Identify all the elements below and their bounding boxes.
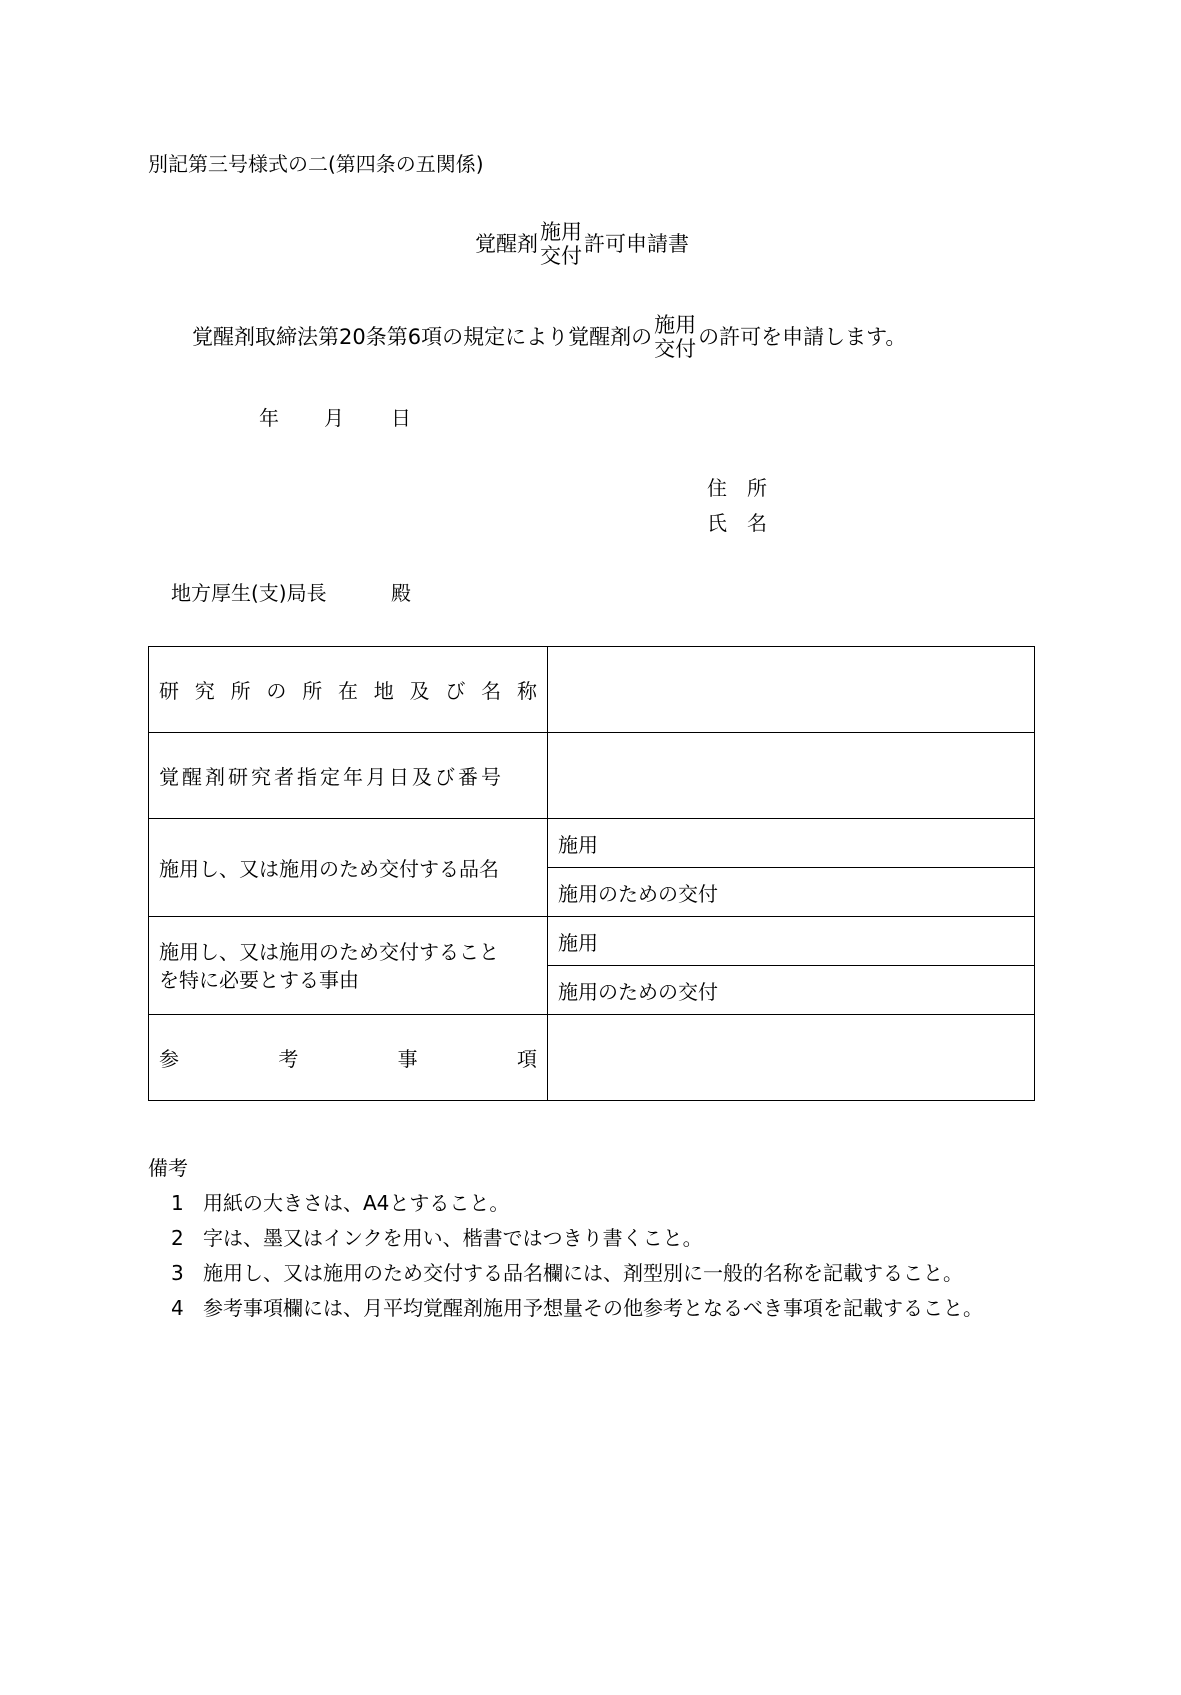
label-reason-line2: を特に必要とする事由 bbox=[159, 967, 359, 992]
title-prefix: 覚醒剤 bbox=[475, 231, 538, 256]
label-char: 所 bbox=[230, 679, 251, 703]
date-month: 月 bbox=[324, 406, 344, 430]
field-reference[interactable] bbox=[548, 1015, 1035, 1101]
note-text: 字は、墨又はインクを用い、楷書ではつきり書くこと。 bbox=[203, 1226, 703, 1250]
addressee-honorific: 殿 bbox=[391, 581, 411, 605]
note-text: 用紙の大きさは、A4とすること。 bbox=[203, 1191, 510, 1215]
label-char: 称 bbox=[516, 679, 537, 703]
sub-label-delivery: 施用のための交付 bbox=[558, 881, 718, 906]
statement-suffix: の許可を申請します。 bbox=[698, 324, 907, 349]
field-product-use[interactable] bbox=[548, 819, 1035, 868]
field-reason-use[interactable] bbox=[548, 917, 1035, 966]
label-reason-line1: 施用し、又は施用のため交付すること bbox=[159, 939, 499, 964]
label-product-name bbox=[149, 819, 548, 917]
label-char: 地 bbox=[373, 679, 394, 703]
date-day: 日 bbox=[391, 406, 411, 430]
date-year: 年 bbox=[259, 406, 279, 430]
note-num: 1 bbox=[171, 1191, 184, 1215]
label-char: 研 bbox=[159, 679, 179, 703]
label-institute bbox=[149, 647, 548, 733]
label-researcher-designation-text: 覚醒剤研究者指定年月日及び番号 bbox=[159, 765, 504, 789]
label-reference-text bbox=[159, 1043, 537, 1072]
notes-heading: 備考 bbox=[148, 1156, 188, 1180]
title-suffix: 許可申請書 bbox=[584, 231, 689, 256]
statement-prefix: 覚醒剤取締法第20条第6項の規定により覚醒剤の bbox=[192, 324, 653, 349]
statement-stack-top: 施用 bbox=[654, 313, 697, 337]
label-char: 事 bbox=[397, 1047, 418, 1071]
title-stack-bottom: 交付 bbox=[540, 244, 582, 269]
label-char: 参 bbox=[159, 1047, 179, 1071]
statement bbox=[192, 313, 906, 361]
statement-stack-bottom: 交付 bbox=[654, 337, 697, 362]
application-table bbox=[148, 646, 1035, 1101]
addressee: 地方厚生(支)局長 bbox=[171, 581, 327, 605]
note-num: 3 bbox=[171, 1261, 184, 1285]
field-researcher-designation[interactable] bbox=[548, 733, 1035, 819]
field-product-delivery[interactable] bbox=[548, 868, 1035, 917]
sub-label-use: 施用 bbox=[558, 930, 598, 955]
label-char: び bbox=[445, 679, 466, 703]
note-num: 2 bbox=[171, 1226, 184, 1250]
label-reason bbox=[149, 917, 548, 1015]
label-reference bbox=[149, 1015, 548, 1101]
sub-label-use: 施用 bbox=[558, 832, 598, 857]
label-char: 在 bbox=[337, 679, 358, 703]
document-title bbox=[475, 220, 689, 268]
field-reason-delivery[interactable] bbox=[548, 966, 1035, 1015]
form-id: 別記第三号様式の二(第四条の五関係) bbox=[148, 152, 484, 176]
note-text: 施用し、又は施用のため交付する品名欄には、剤型別に一般的名称を記載すること。 bbox=[203, 1261, 963, 1285]
field-institute[interactable] bbox=[548, 647, 1035, 733]
label-char: 究 bbox=[194, 679, 215, 703]
label-product-name-text: 施用し、又は施用のため交付する品名 bbox=[159, 857, 499, 881]
label-char: 考 bbox=[278, 1047, 299, 1071]
label-researcher-designation bbox=[149, 733, 548, 819]
label-institute-text bbox=[159, 675, 537, 704]
label-char: 所 bbox=[302, 679, 323, 703]
title-stack-top: 施用 bbox=[540, 220, 582, 244]
note-num: 4 bbox=[171, 1296, 184, 1320]
name-label: 氏 名 bbox=[707, 511, 767, 535]
sub-label-delivery: 施用のための交付 bbox=[558, 979, 718, 1004]
label-char: 名 bbox=[481, 679, 502, 703]
note-text: 参考事項欄には、月平均覚醒剤施用予想量その他参考となるべき事項を記載すること。 bbox=[203, 1296, 983, 1320]
label-char: 項 bbox=[516, 1047, 537, 1071]
label-char: 及 bbox=[409, 679, 430, 703]
address-label: 住 所 bbox=[707, 476, 767, 500]
label-char: の bbox=[266, 679, 287, 703]
